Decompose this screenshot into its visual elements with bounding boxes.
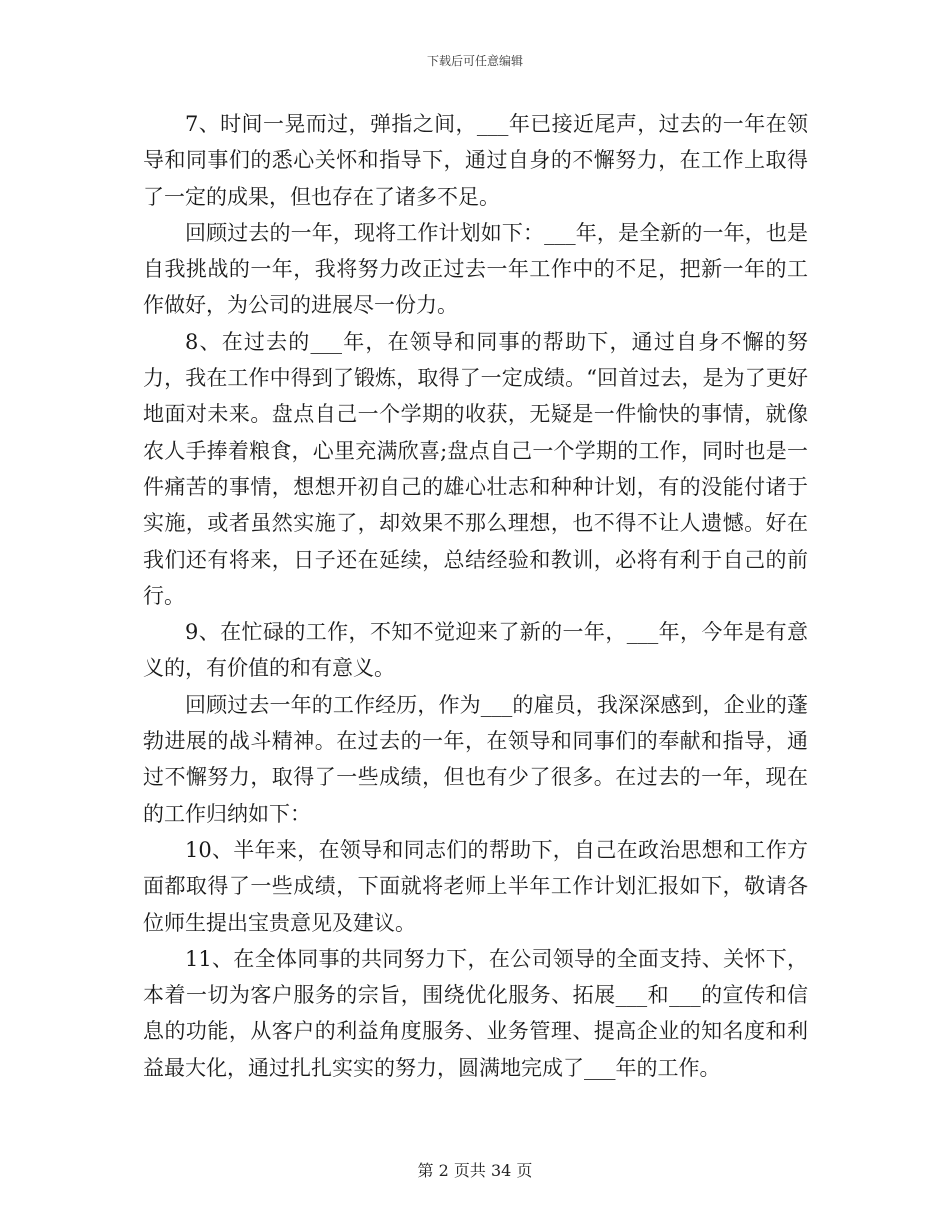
paragraph-8: 8、在过去的___年，在领导和同事的帮助下，通过自身不懈的努力，我在工作中得到了锻炼，取得了一定成绩。“回首过去，是为了更好地面对未来。盘点自己一个学期的收获，无疑是一件愉快的事情，就像农人手捧着粮食，心里充满欣喜;盘点自己一个学期的工作，同时也是一件痛苦的事情，想想开初自己的雄心壮志和种种计划，有的没能付诸于实施，或者虽然实施了，却效果不那么理想，也不得不让人遗憾。好在我们还有将来，日子还在延续，总结经验和教训，必将有利于自己的前行。 — [143, 329, 808, 608]
paragraph-10: 10、半年来，在领导和同志们的帮助下，自己在政治思想和工作方面都取得了一些成绩，下面就将老师上半年工作计划汇报如下，敬请各位师生提出宝贵意见及建议。 — [143, 837, 808, 935]
paragraph-7: 7、时间一晃而过，弹指之间，___年已接近尾声，过去的一年在领导和同事们的悉心关怀和指导下，通过自身的不懈努力，在工作上取得了一定的成果，但也存在了诸多不足。 — [143, 112, 808, 209]
page-header-note: 下载后可任意编辑 — [426, 54, 523, 68]
paragraph-review-plan: 回顾过去的一年，现将工作计划如下：___年，是全新的一年，也是自我挑战的一年，我将努力改正过去一年工作中的不足，把新一年的工作做好，为公司的进展尽一份力。 — [143, 220, 808, 318]
paragraph-11: 11、在全体同事的共同努力下，在公司领导的全面支持、关怀下，本着一切为客户服务的宗旨，围绕优化服务、拓展___和___的宣传和信息的功能，从客户的利益角度服务、业务管理、提高企业的知名度和利益最大化，通过扎扎实实的努力，圆满地完成了___年的工作。 — [143, 946, 808, 1080]
document-body — [143, 106, 808, 1086]
page-number-footer: 第 2 页共 34 页 — [417, 1161, 533, 1180]
paragraph-review-experience: 回顾过去一年的工作经历，作为___的雇员，我深深感到，企业的蓬勃进展的战斗精神。在过去的一年，在领导和同事们的奉献和指导，通过不懈努力，取得了一些成绩，但也有少了很多。在过去的一年，现在的工作归纳如下： — [143, 692, 808, 826]
paragraph-9: 9、在忙碌的工作，不知不觉迎来了新的一年，___年，今年是有意义的，有价值的和有意义。 — [143, 620, 808, 681]
